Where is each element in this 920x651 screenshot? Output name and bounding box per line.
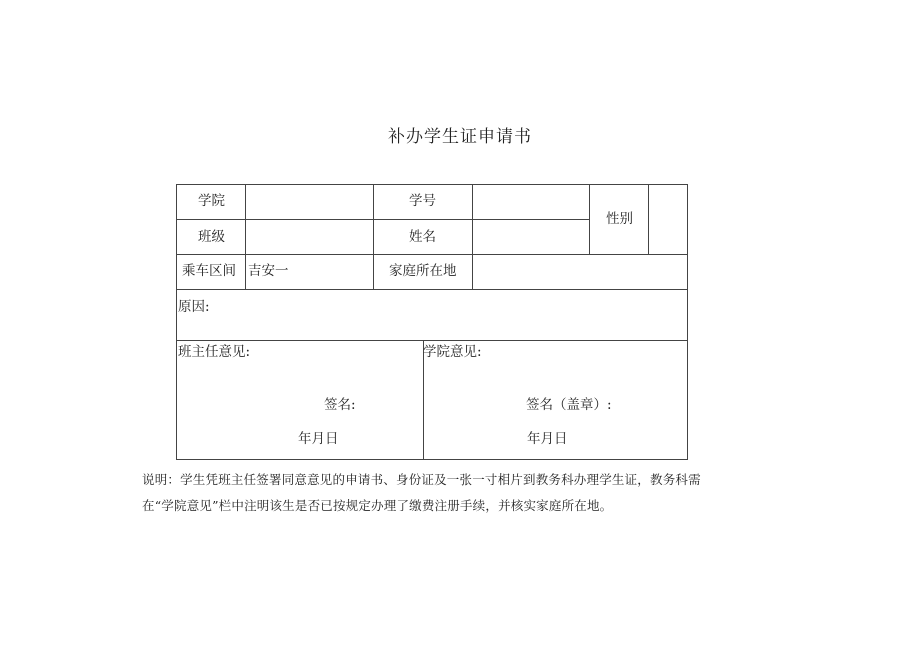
note-line-1: 说明：学生凭班主任签署同意意见的申请书、身份证及一张一寸相片到教务科办理学生证，教务科需: [142, 472, 701, 487]
route-value[interactable]: 吉安一: [248, 263, 289, 279]
college-field[interactable]: [246, 185, 372, 218]
column-divider: [373, 185, 374, 289]
college-sign-label: 签名（盖章）:: [526, 397, 612, 413]
teacher-sign-label: 签名:: [324, 397, 356, 413]
application-form-table: [176, 184, 688, 460]
teacher-date-label: 年月日: [298, 431, 339, 447]
reason-label: 原因:: [178, 299, 210, 315]
column-divider: [589, 185, 590, 254]
student-id-label: 学号: [409, 193, 436, 209]
college-label: 学院: [198, 193, 225, 209]
name-label: 姓名: [409, 229, 436, 245]
route-label: 乘车区间: [182, 263, 236, 279]
row-divider: [177, 340, 687, 341]
gender-label: 性别: [606, 211, 633, 227]
student-id-field[interactable]: [473, 185, 588, 218]
home-field[interactable]: [473, 255, 687, 288]
home-label: 家庭所在地: [389, 263, 457, 279]
college-opinion-label: 学院意见:: [423, 344, 482, 360]
teacher-opinion-label: 班主任意见:: [178, 344, 251, 360]
gender-field[interactable]: [649, 185, 687, 253]
class-field[interactable]: [246, 220, 372, 253]
page-title: 补办学生证申请书: [388, 127, 532, 147]
class-label: 班级: [198, 229, 225, 245]
note-line-2: 在“学院意见”栏中注明该生是否已按规定办理了缴费注册手续，并核实家庭所在地。: [142, 498, 613, 513]
college-date-label: 年月日: [527, 431, 568, 447]
reason-field[interactable]: [177, 290, 687, 339]
name-field[interactable]: [473, 220, 588, 253]
